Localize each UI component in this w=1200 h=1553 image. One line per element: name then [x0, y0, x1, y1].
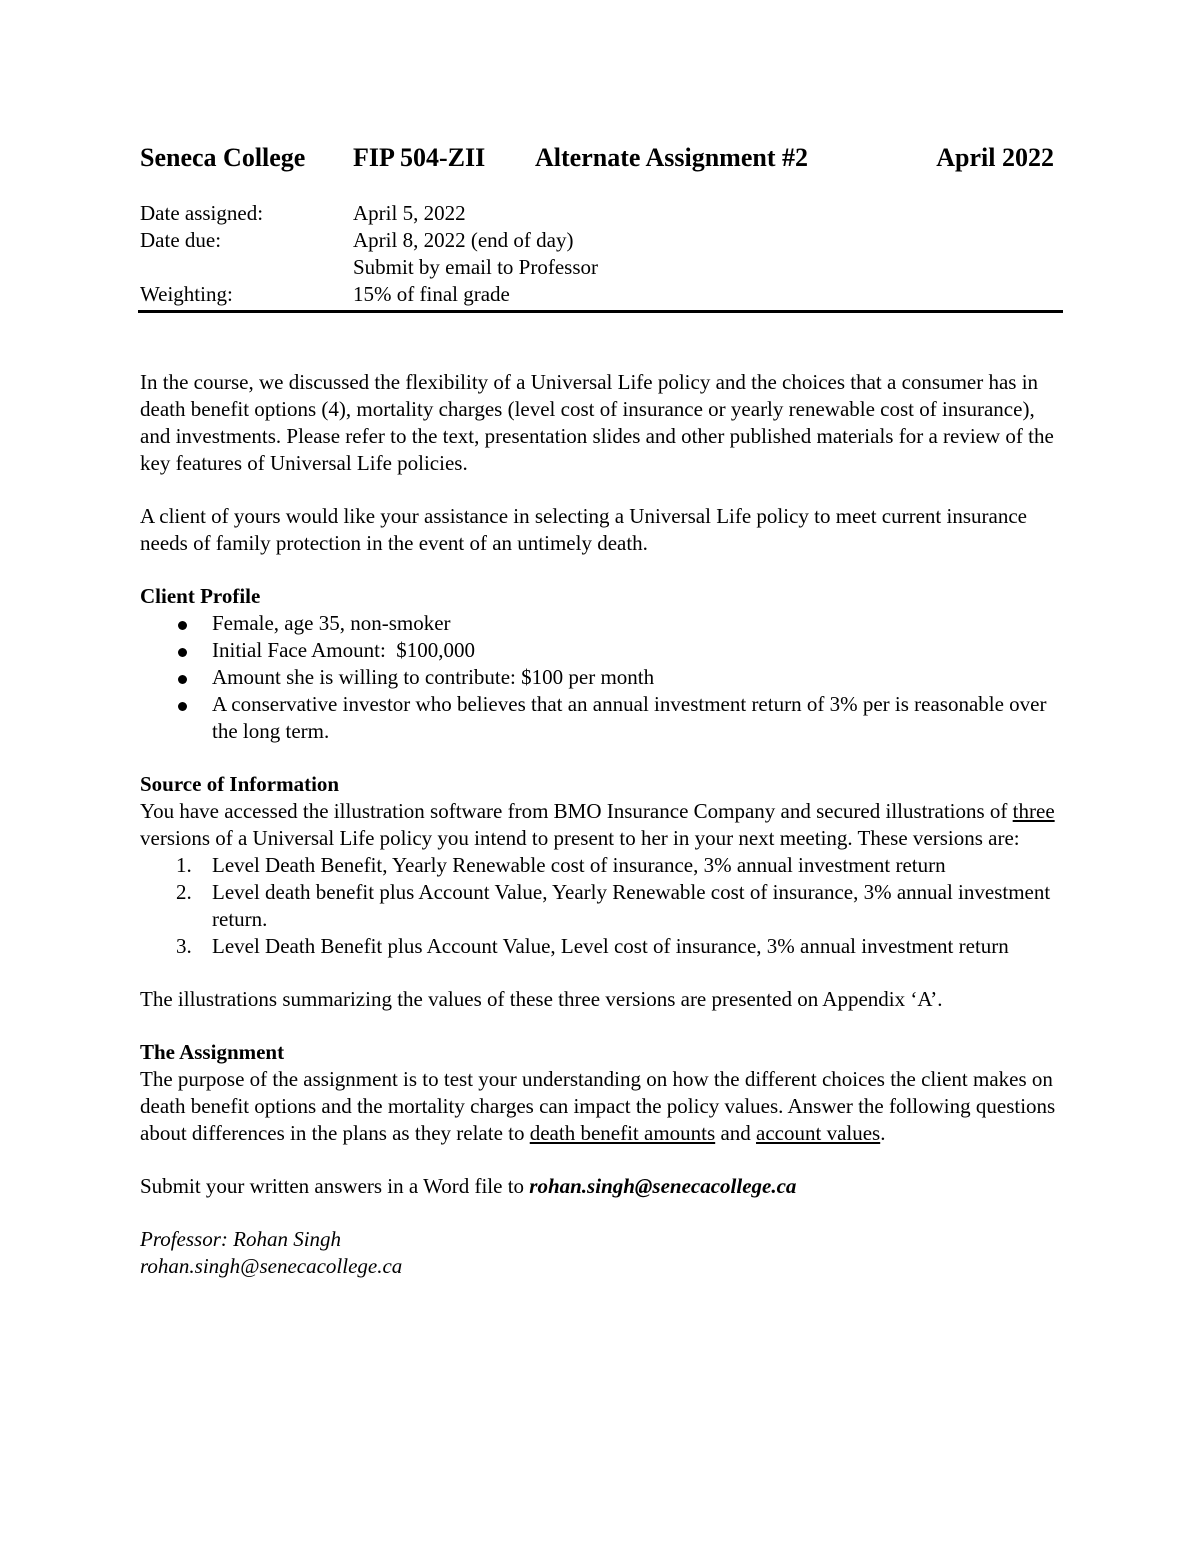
submit-text: Submit your written answers in a Word file to — [140, 1174, 530, 1198]
source-text-end: versions of a Universal Life policy you intend to present to her in your next meeting. These versions are: — [140, 826, 1020, 850]
list-item — [140, 637, 1070, 664]
header-course: FIP 504-ZII — [353, 143, 486, 172]
versions-list — [140, 852, 1070, 960]
list-item-text: Level Death Benefit plus Account Value, Level cost of insurance, 3% annual investment return — [212, 934, 1009, 958]
list-item-text: Level Death Benefit, Yearly Renewable cost of insurance, 3% annual investment return — [212, 853, 946, 877]
info-value: Submit by email to Professor — [353, 255, 598, 279]
list-item — [140, 879, 1070, 933]
list-item-text: Level death benefit plus Account Value, Yearly Renewable cost of insurance, 3% annual investment return. — [212, 880, 1051, 931]
client-profile-heading: Client Profile — [140, 584, 261, 608]
list-item-text: Amount she is willing to contribute: $100 per month — [212, 665, 655, 689]
list-item-text: Female, age 35, non-smoker — [212, 611, 451, 635]
source-paragraph — [140, 798, 1070, 852]
info-label: Weighting: — [140, 282, 233, 306]
client-profile-list — [140, 610, 1070, 745]
assignment-text: The purpose of the assignment is to test your understanding on how the different choices the client makes on death benefit options and the mortality charges can impact the policy values. Answer the following questions about differences in the plans as they relate to — [140, 1067, 1056, 1145]
list-item — [140, 852, 1070, 879]
bullet-icon — [178, 621, 187, 630]
bullet-icon — [178, 702, 187, 711]
info-label: Date assigned: — [140, 201, 264, 225]
list-item-text: A conservative investor who believes that an annual investment return of 3% per is reasonable over the long term. — [212, 692, 1047, 743]
appendix-note: The illustrations summarizing the values of these three versions are presented on Appendix ‘A’. — [140, 987, 943, 1011]
account-values-emphasis: account values — [756, 1121, 881, 1145]
info-value: 15% of final grade — [353, 282, 510, 306]
bullet-icon — [178, 675, 187, 684]
list-number: 3. — [176, 934, 192, 958]
submit-email: rohan.singh@senecacollege.ca — [529, 1174, 797, 1198]
assignment-heading: The Assignment — [140, 1040, 285, 1064]
intro-paragraph: In the course, we discussed the flexibility of a Universal Life policy and the choices that a consumer has in death benefit options (4), mortality charges (level cost of insurance or yearly renewable cost of insurance), and investments. Please refer to the text, presentation slides and other published materials for a review of the key features of Universal Life policies. — [140, 370, 1054, 475]
submit-instructions — [140, 1173, 1070, 1200]
client-request-paragraph: A client of yours would like your assistance in selecting a Universal Life policy to meet current insurance needs of family protection in the event of an untimely death. — [140, 504, 1027, 555]
list-item — [140, 610, 1070, 637]
list-item — [140, 664, 1070, 691]
list-item — [140, 691, 1070, 745]
info-value: April 5, 2022 — [353, 201, 466, 225]
header-date: April 2022 — [936, 143, 1054, 172]
source-text: You have accessed the illustration software from BMO Insurance Company and secured illustrations of — [140, 799, 1013, 823]
list-number: 1. — [176, 853, 192, 877]
professor-email: rohan.singh@senecacollege.ca — [140, 1254, 403, 1278]
professor-name: Professor: Rohan Singh — [140, 1227, 342, 1251]
header-assignment: Alternate Assignment #2 — [535, 143, 808, 172]
source-emphasis: three — [1012, 799, 1055, 823]
info-label: Date due: — [140, 228, 222, 252]
source-heading: Source of Information — [140, 772, 340, 796]
assignment-text-mid: and — [715, 1121, 757, 1145]
list-item — [140, 933, 1070, 960]
list-number: 2. — [176, 880, 192, 904]
header-divider — [138, 310, 1063, 313]
info-value: April 8, 2022 (end of day) — [353, 228, 574, 252]
document-body — [140, 369, 1070, 1280]
list-item-text: Initial Face Amount: $100,000 — [212, 638, 476, 662]
header-college: Seneca College — [140, 143, 306, 172]
assignment-paragraph — [140, 1066, 1070, 1147]
assignment-text-end: . — [880, 1121, 886, 1145]
bullet-icon — [178, 648, 187, 657]
death-benefit-emphasis: death benefit amounts — [529, 1121, 716, 1145]
